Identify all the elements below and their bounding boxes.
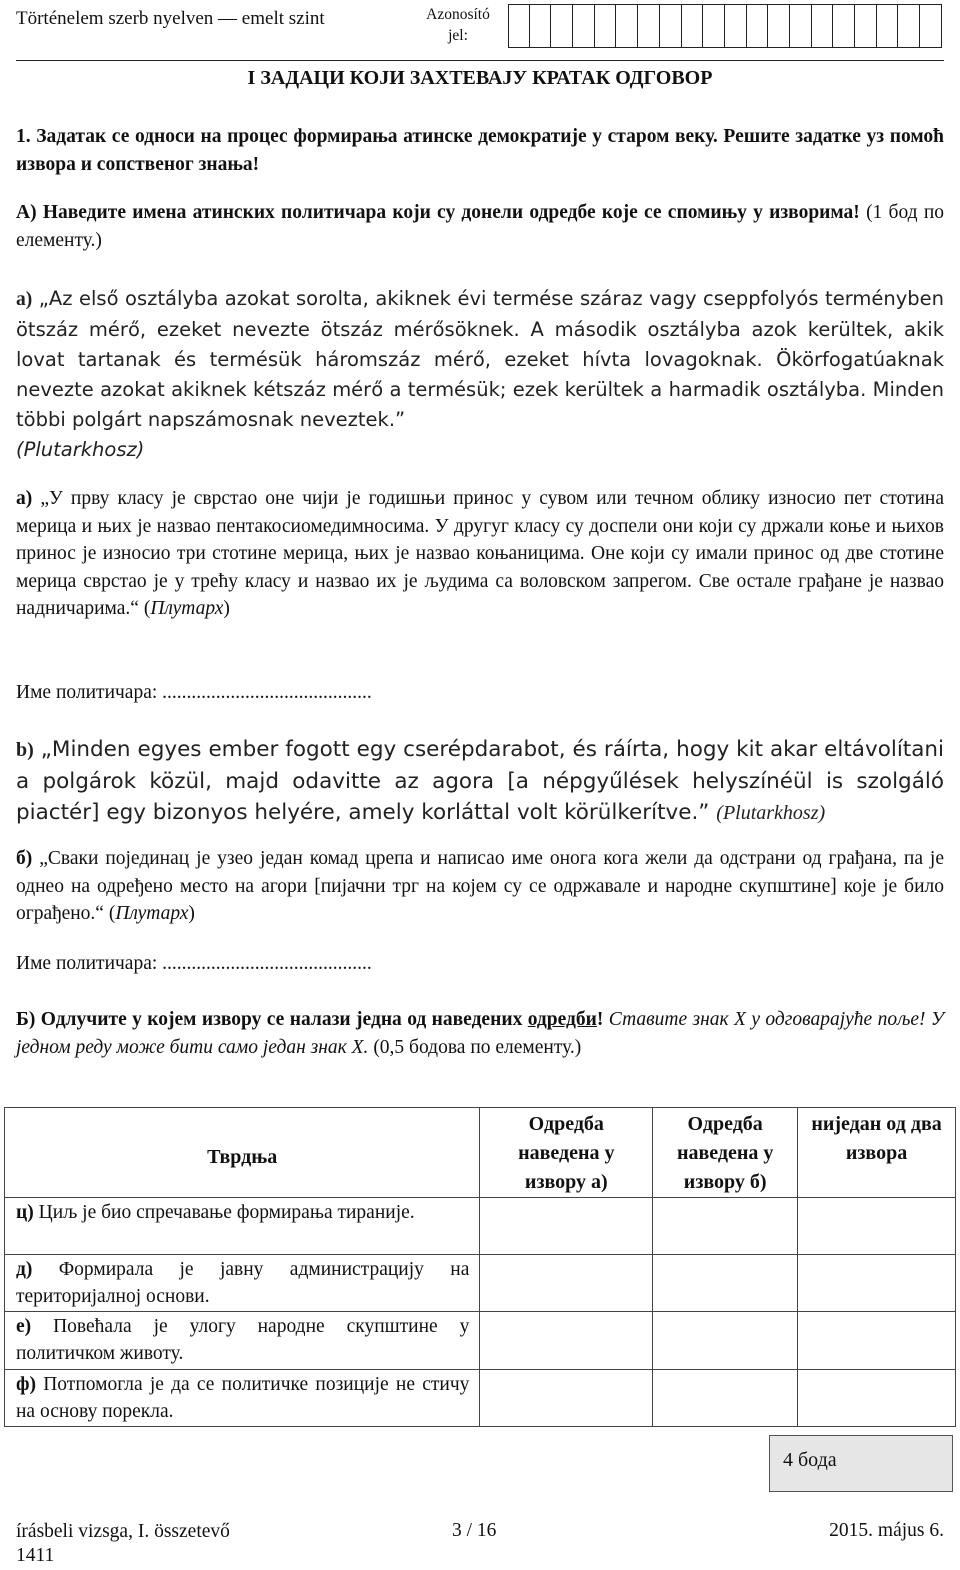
cell-d-source-a[interactable] bbox=[480, 1255, 653, 1312]
id-box[interactable] bbox=[898, 4, 920, 48]
statement-c: ц) Циљ је био спречавање формирања тираније. bbox=[5, 1198, 480, 1255]
cell-f-neither[interactable] bbox=[798, 1370, 956, 1427]
id-box[interactable] bbox=[682, 4, 704, 48]
header-neither: ниједан од два извора bbox=[798, 1108, 956, 1198]
id-box[interactable] bbox=[508, 4, 530, 48]
statement-e: е) Повећала је улогу народне скупштине у политичком животу. bbox=[5, 1312, 480, 1370]
id-box[interactable] bbox=[747, 4, 769, 48]
id-box[interactable] bbox=[833, 4, 855, 48]
score-box bbox=[769, 1435, 953, 1492]
cell-e-neither[interactable] bbox=[798, 1312, 956, 1370]
footer-page: 3 / 16 bbox=[452, 1520, 497, 1541]
id-box[interactable] bbox=[660, 4, 682, 48]
cell-f-source-b[interactable] bbox=[653, 1370, 798, 1427]
section-heading: I ЗАДАЦИ КОЈИ ЗАХТЕВАЈУ КРАТАК ОДГОВОР bbox=[247, 67, 713, 89]
answer-field-b[interactable]: Име политичара: ........................................... bbox=[16, 953, 372, 974]
id-box[interactable] bbox=[703, 4, 725, 48]
footer-left: írásbeli vizsga, I. összetevő 1411 bbox=[16, 1521, 230, 1566]
id-box[interactable] bbox=[855, 4, 877, 48]
header-source-b: Одредба наведена у извору б) bbox=[653, 1108, 798, 1198]
source-a-serbian: а) „У прву класу је сврстао оне чији је годишњи принос у сувом или течном облику износио пет стотина мерица и њих је назвао пентакосиомедимносима. У другуг класу су доспели они који су држали коње и њихов принос је износио три стотине мерица, њих је назвао коњаницима. Оне који су имали принос од две стотине мерица сврстао је у трећу класу и назвао их је људима са воловском запрегом. Све остале грађане је назвао надничарима.“ (Плутарх) bbox=[16, 488, 945, 619]
cell-c-source-a[interactable] bbox=[480, 1198, 653, 1255]
id-box[interactable] bbox=[595, 4, 617, 48]
statement-d: д) Формирала је јавну администрацију на територијалној основи. bbox=[5, 1255, 480, 1312]
cell-c-source-b[interactable] bbox=[653, 1198, 798, 1255]
id-box[interactable] bbox=[725, 4, 747, 48]
cell-f-source-a[interactable] bbox=[480, 1370, 653, 1427]
header-title: Történelem szerb nyelven — emelt szint bbox=[16, 8, 325, 29]
header-divider bbox=[16, 60, 944, 61]
cell-d-source-b[interactable] bbox=[653, 1255, 798, 1312]
id-label: Azonosító jel: bbox=[426, 6, 490, 44]
source-a-hungarian: а) „Az első osztályba azokat sorolta, akiknek évi termése száraz vagy cseppfolyós terményben ötszáz mérő, ezeket nevezte ötszáz mérősöknek. A második osztályba azok kerültek, akik lovat tartanak és termésük háromszáz mérő, ezeket hívta lovagoknak. Ökörfogatúaknak nevezte azokat akiknek kétszáz mérő a termésük; ezek kerültek a harmadik osztályba. Minden többi polgárt napszámosnak neveztek.” (Plutarkhosz) bbox=[16, 287, 944, 461]
score-label: 4 бода bbox=[783, 1449, 837, 1471]
answer-table bbox=[4, 1107, 956, 1427]
part-b-instruction: Б) Одлучите у којем извору се налази једна од наведених одредби! Ставите знак Х у одговарајуће поље! У једном реду може бити само један знак Х. (0,5 бодова по елементу.) bbox=[16, 1009, 945, 1058]
id-box[interactable] bbox=[530, 4, 552, 48]
table-header-row bbox=[5, 1108, 956, 1198]
task-intro: 1. Задатак се односи на процес формирања атинске демократије у старом веку. Решите задатке уз помоћ извора и сопственог знања! bbox=[16, 126, 944, 175]
part-a-instruction: А) Наведите имена атинских политичара који су донели одредбе које се спомињу у изворима! (1 бод по елементу.) bbox=[16, 202, 945, 251]
source-b-hungarian: b) „Minden egyes ember fogott egy cserépdarabot, és ráírta, hogy kit akar eltávolítani a polgárok közül, majd odavitte az agora [a népgyűlések helyszínéül is szolgáló piactér] egy bizonyos helyére, amely korláttal volt körülkerítve.” (Plutarkhosz) bbox=[16, 737, 944, 825]
answer-field-a[interactable]: Име политичара: ........................................... bbox=[16, 682, 372, 703]
source-b-serbian: б) „Сваки појединац је узео један комад црепа и написао име онога кога жели да одстрани од грађана, па је однео на одређено место на агори [пијачни трг на којем су се одржавале и народне скупштине] које је било ограђено.“ (Плутарх) bbox=[16, 848, 945, 924]
table-row bbox=[5, 1312, 956, 1370]
cell-d-neither[interactable] bbox=[798, 1255, 956, 1312]
id-box[interactable] bbox=[812, 4, 834, 48]
header-source-a: Одредба наведена у извору а) bbox=[480, 1108, 653, 1198]
table-row bbox=[5, 1255, 956, 1312]
id-box[interactable] bbox=[790, 4, 812, 48]
cell-e-source-a[interactable] bbox=[480, 1312, 653, 1370]
id-box[interactable] bbox=[768, 4, 790, 48]
id-box[interactable] bbox=[877, 4, 899, 48]
id-box[interactable] bbox=[551, 4, 573, 48]
statement-f: ф) Потпомогла је да се политичке позиције не стичу на основу порекла. bbox=[5, 1370, 480, 1427]
table-row bbox=[5, 1370, 956, 1427]
id-box[interactable] bbox=[573, 4, 595, 48]
id-boxes[interactable] bbox=[508, 4, 942, 48]
cell-c-neither[interactable] bbox=[798, 1198, 956, 1255]
id-box[interactable] bbox=[638, 4, 660, 48]
footer-date: 2015. május 6. bbox=[829, 1520, 944, 1541]
cell-e-source-b[interactable] bbox=[653, 1312, 798, 1370]
header-statement: Тврдња bbox=[5, 1108, 480, 1198]
id-box[interactable] bbox=[616, 4, 638, 48]
id-box[interactable] bbox=[920, 4, 942, 48]
table-row bbox=[5, 1198, 956, 1255]
